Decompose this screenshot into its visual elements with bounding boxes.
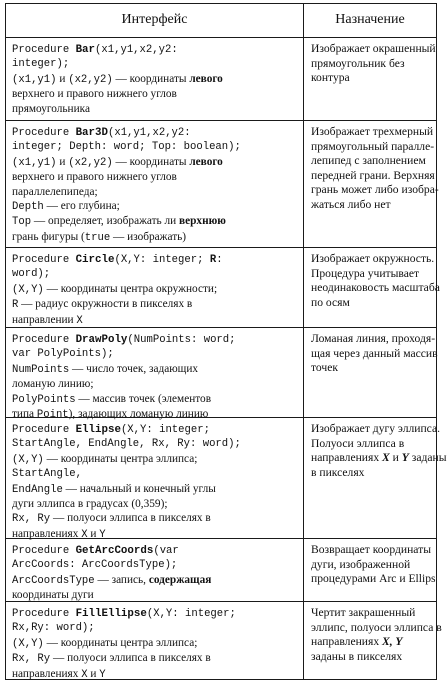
interface-cell: Procedure FillEllipse(X,Y: integer; Rx,Ry: word); (X,Y) — координаты центра эллипса; Rx, Ry — полуоси эллипса в пикселях в направлениях X и Y xyxy=(12,608,236,681)
interface-cell: Procedure DrawPoly(NumPoints: word; var PolyPoints); NumPoints — число точек, задающих ломаную линию; PolyPoints — массив точек (элементов типа Point), задающих ломаную линию xyxy=(12,334,236,422)
purpose-cell: Изображает окрашенный прямоугольник без контура xyxy=(311,42,436,85)
purpose-cell: Изображает трехмерный прямоугольный паралле- лепипед с заполнением передней грани. Верхняя грань может либо изобра- жаться либо нет xyxy=(311,125,439,211)
table-header-row xyxy=(6,4,436,37)
table-row-bar xyxy=(6,37,436,120)
interface-cell: Procedure GetArcCoords(var ArcCoords: ArcCoordsType); ArcCoordsType — запись, содержащая координаты дуги xyxy=(12,545,212,602)
interface-cell: Procedure Bar(x1,y1,x2,y2: integer); (x1,y1) и (x2,y2) — координаты левого верхнего и правого нижнего углов прямоугольника xyxy=(12,44,223,115)
purpose-cell: Изображает окружность. Процедура учитывает неодинаковость масштаба по осям xyxy=(311,252,440,309)
table-row-drawpoly xyxy=(6,327,438,422)
table-row-fillellipse xyxy=(6,601,442,681)
interface-cell: Procedure Circle(X,Y: integer; R: word); (X,Y) — координаты центра окружности; R — радиус окружности в пикселях в направлении X xyxy=(12,254,223,327)
header-purpose: Назначение xyxy=(335,12,405,27)
purpose-cell: Возвращает координаты дуги, изображенной процедурами Arc и Ellips xyxy=(311,543,436,586)
interface-cell: Procedure Ellipse(X,Y: integer; StartAngle, EndAngle, Rx, Ry: word); (X,Y) — координаты центра эллипса; StartAngle, EndAngle — начальный и конечный углы дуги эллипса в градусах (0,359); Rx, Ry — полуоси эллипса в пикселях в направлениях X и Y xyxy=(12,424,241,541)
interface-cell: Procedure Bar3D(x1,y1,x2,y2: integer; Depth: word; Top: boolean); (x1,y1) и (x2,y2) — координаты левого верхнего и правого нижнего углов параллелепипеда; Depth — его глубина; Top — определяет, изображать ли верхнюю грань фигуры (true — изображать) xyxy=(12,127,241,244)
purpose-cell: Ломаная линия, проходя- щая через данный массив точек xyxy=(311,332,438,375)
table-row-circle xyxy=(6,247,440,327)
purpose-cell: Изображает дугу эллипса. Полуоси эллипса в направлениях X и Y заданы в пикселях xyxy=(311,422,447,479)
table-row-bar3d xyxy=(6,120,439,247)
purpose-cell: Чертит закрашенный эллипс, полуоси эллипса в направлениях X, Y заданы в пикселях xyxy=(311,606,442,663)
header-interface: Интерфейс xyxy=(121,12,188,27)
table-row-ellipse xyxy=(6,417,447,541)
procedures-table xyxy=(5,3,447,681)
table-row-getarccoords xyxy=(6,538,436,601)
